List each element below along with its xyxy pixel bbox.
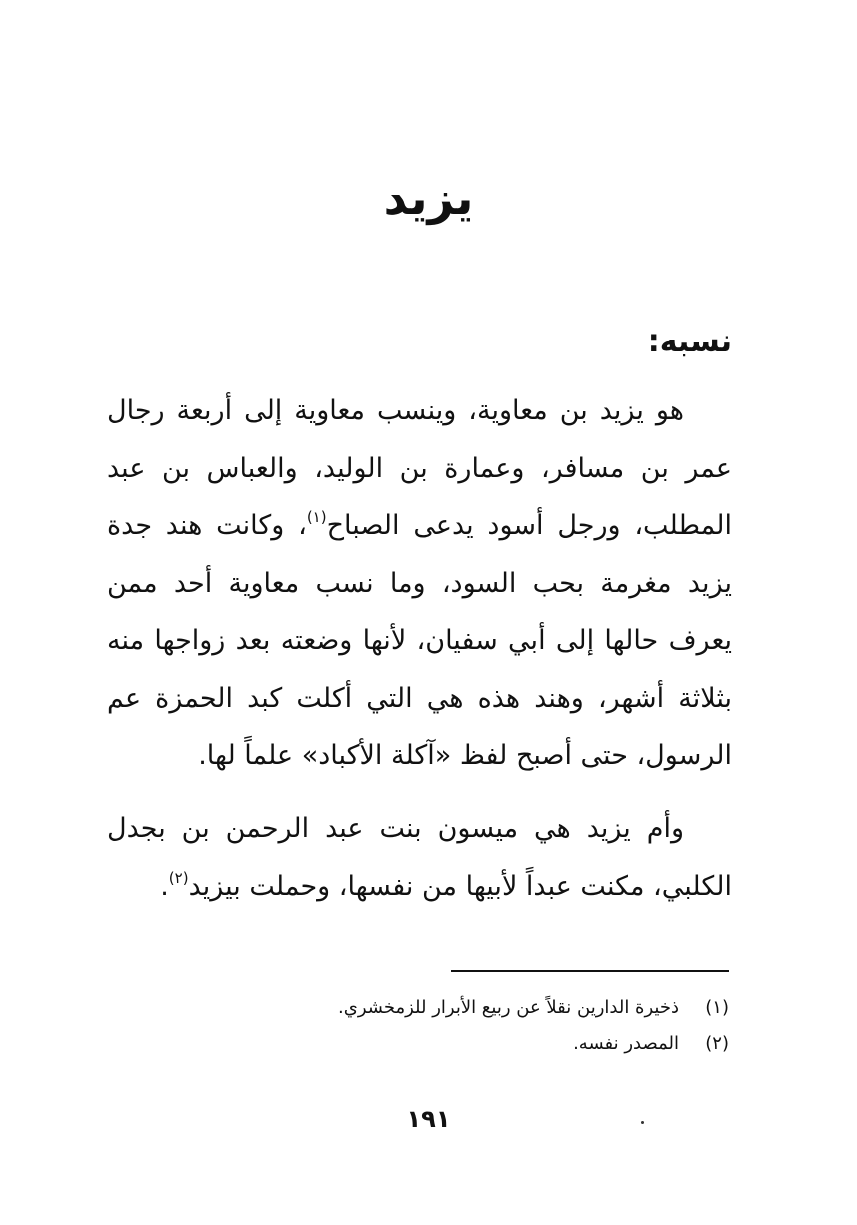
paragraph-text: وأم يزيد هي ميسون بنت عبد الرحمن بن بجدل الكلبي، مكنت عبداً لأبيها من نفسها، وحملت بيزيد [107,813,732,902]
footnote-item [104,1026,729,1062]
footnote-ref: (١) [306,508,327,526]
paragraph-text: . [160,870,169,902]
footnote-number: (٢) [705,1033,729,1054]
page-number: ١٩١ [406,1105,451,1133]
footnote-divider [451,970,729,972]
section-heading: نسبه: [647,324,732,359]
footnote-text: ذخيرة الدارين نقلاً عن ربيع الأبرار للزمخشري. [338,997,679,1018]
chapter-title: يزيد [383,171,474,225]
footnotes [104,990,729,1062]
footnote-text: المصدر نفسه. [573,1033,679,1054]
footnote-item [104,990,729,1026]
print-speck [641,1121,644,1124]
paragraph-text: ، وكانت هند جدة يزيد مغرمة بحب السود، وما نسب معاوية أحد ممن يعرف حالها إلى أبي سفيان، لأنها وضعته بعد زواجها منه بثلاثة أشهر، وهند هذه هي التي أكلت كبد الحمزة عم الرسول، حتى أصبح لفظ «آكلة الأكباد» علماً لها. [107,510,732,771]
paragraph-text: هو يزيد بن معاوية، وينسب معاوية إلى أربعة رجال عمر بن مسافر، وعمارة بن الوليد، والعباس بن عبد المطلب، ورجل أسود يدعى الصباح [107,395,732,541]
footnote-number: (١) [705,997,729,1018]
paragraph-lineage [107,382,732,785]
paragraph-mother [107,800,732,915]
footnote-ref: (٢) [168,868,189,887]
